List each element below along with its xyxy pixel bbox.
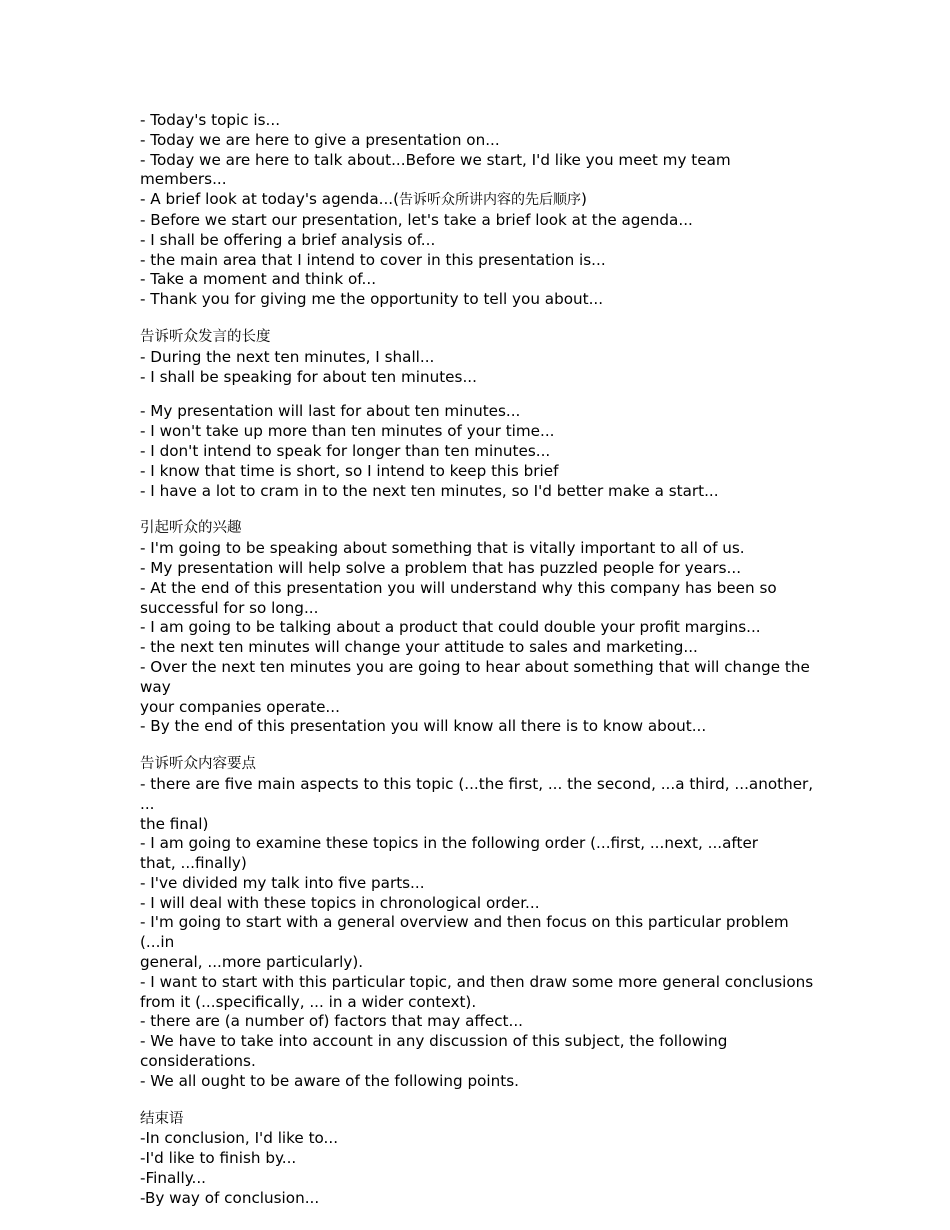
agenda-note: 告诉听众所讲内容的先后顺序 — [399, 192, 582, 209]
document-body — [140, 111, 820, 1209]
agenda-close: ) — [581, 190, 587, 209]
text-line: - I will deal with these topics in chronological order... — [140, 893, 540, 912]
text-line: - Before we start our presentation, let's take a brief look at the agenda... — [140, 210, 693, 229]
text-line: -I'd like to finish by... — [140, 1149, 297, 1168]
section-heading: 告诉听众发言的长度 — [140, 328, 271, 345]
section-heading: 结束语 — [140, 1110, 184, 1127]
text-line: - I'm going to be speaking about something that is vitally important to all of us. — [140, 539, 745, 558]
text-line: - I am going to examine these topics in the following order (...first, ...next, ...after — [140, 834, 759, 853]
text-line: - Take a moment and think of... — [140, 270, 377, 289]
section-key-points — [140, 755, 820, 1092]
text-line-prefix: - A brief look at today's agenda...( — [140, 190, 400, 209]
text-line: successful for so long... — [140, 598, 319, 617]
section-opening — [140, 111, 820, 310]
section-conclusion — [140, 1110, 820, 1209]
text-line: - My presentation will last for about ten minutes... — [140, 402, 521, 421]
text-line: - My presentation will help solve a problem that has puzzled people for years... — [140, 558, 742, 577]
text-line: - I've divided my talk into five parts... — [140, 873, 425, 892]
text-line: - Today's topic is... — [140, 111, 281, 129]
text-line: - the next ten minutes will change your attitude to sales and marketing... — [140, 638, 698, 657]
text-line: general, ...more particularly). — [140, 953, 364, 972]
section-heading: 引起听众的兴趣 — [140, 520, 242, 537]
text-line: -In conclusion, I'd like to... — [140, 1129, 339, 1148]
text-line: - I am going to be talking about a product that could double your profit margins... — [140, 618, 761, 637]
text-line: - I know that time is short, so I intend to keep this brief — [140, 461, 559, 480]
text-line: - I don't intend to speak for longer than ten minutes... — [140, 441, 551, 460]
text-line: -Finally... — [140, 1169, 207, 1188]
text-line: - Today we are here to give a presentation on... — [140, 130, 500, 149]
text-line: - I want to start with this particular topic, and then draw some more general conclusions — [140, 972, 814, 991]
text-line: -By way of conclusion... — [140, 1188, 320, 1207]
agenda-line — [140, 190, 820, 211]
text-line: - I shall be offering a brief analysis of... — [140, 230, 436, 249]
text-line: - there are five main aspects to this topic (...the first, ... the second, ...a third, ...another, ... — [140, 774, 818, 813]
text-line: - Thank you for giving me the opportunity to tell you about... — [140, 290, 604, 309]
text-line: - At the end of this presentation you will understand why this company has been so — [140, 578, 777, 597]
text-line: - the main area that I intend to cover in this presentation is... — [140, 250, 606, 269]
section-interest — [140, 519, 820, 737]
text-line: the final) — [140, 814, 209, 833]
text-line: - We all ought to be aware of the following points. — [140, 1071, 519, 1090]
text-line: that, ...finally) — [140, 854, 247, 873]
text-line: - We have to take into account in any discussion of this subject, the following considerations. — [140, 1032, 733, 1071]
section-heading: 告诉听众内容要点 — [140, 756, 256, 773]
text-line: - I shall be speaking for about ten minutes... — [140, 367, 477, 386]
text-line: - I'm going to start with a general overview and then focus on this particular problem (...in — [140, 913, 794, 952]
text-line: - Today we are here to talk about...Before we start, I'd like you meet my team members... — [140, 150, 736, 189]
text-line: your companies operate... — [140, 697, 340, 716]
text-line: from it (...specifically, ... in a wider context). — [140, 992, 477, 1011]
text-line: - By the end of this presentation you will know all there is to know about... — [140, 717, 707, 736]
text-line: - I won't take up more than ten minutes of your time... — [140, 422, 555, 441]
text-line: - Over the next ten minutes you are going to hear about something that will change the way — [140, 657, 815, 696]
text-line: - there are (a number of) factors that may affect... — [140, 1012, 523, 1031]
section-length — [140, 328, 820, 501]
text-line: - I have a lot to cram in to the next ten minutes, so I'd better make a start... — [140, 481, 719, 500]
text-line: - During the next ten minutes, I shall... — [140, 347, 435, 366]
